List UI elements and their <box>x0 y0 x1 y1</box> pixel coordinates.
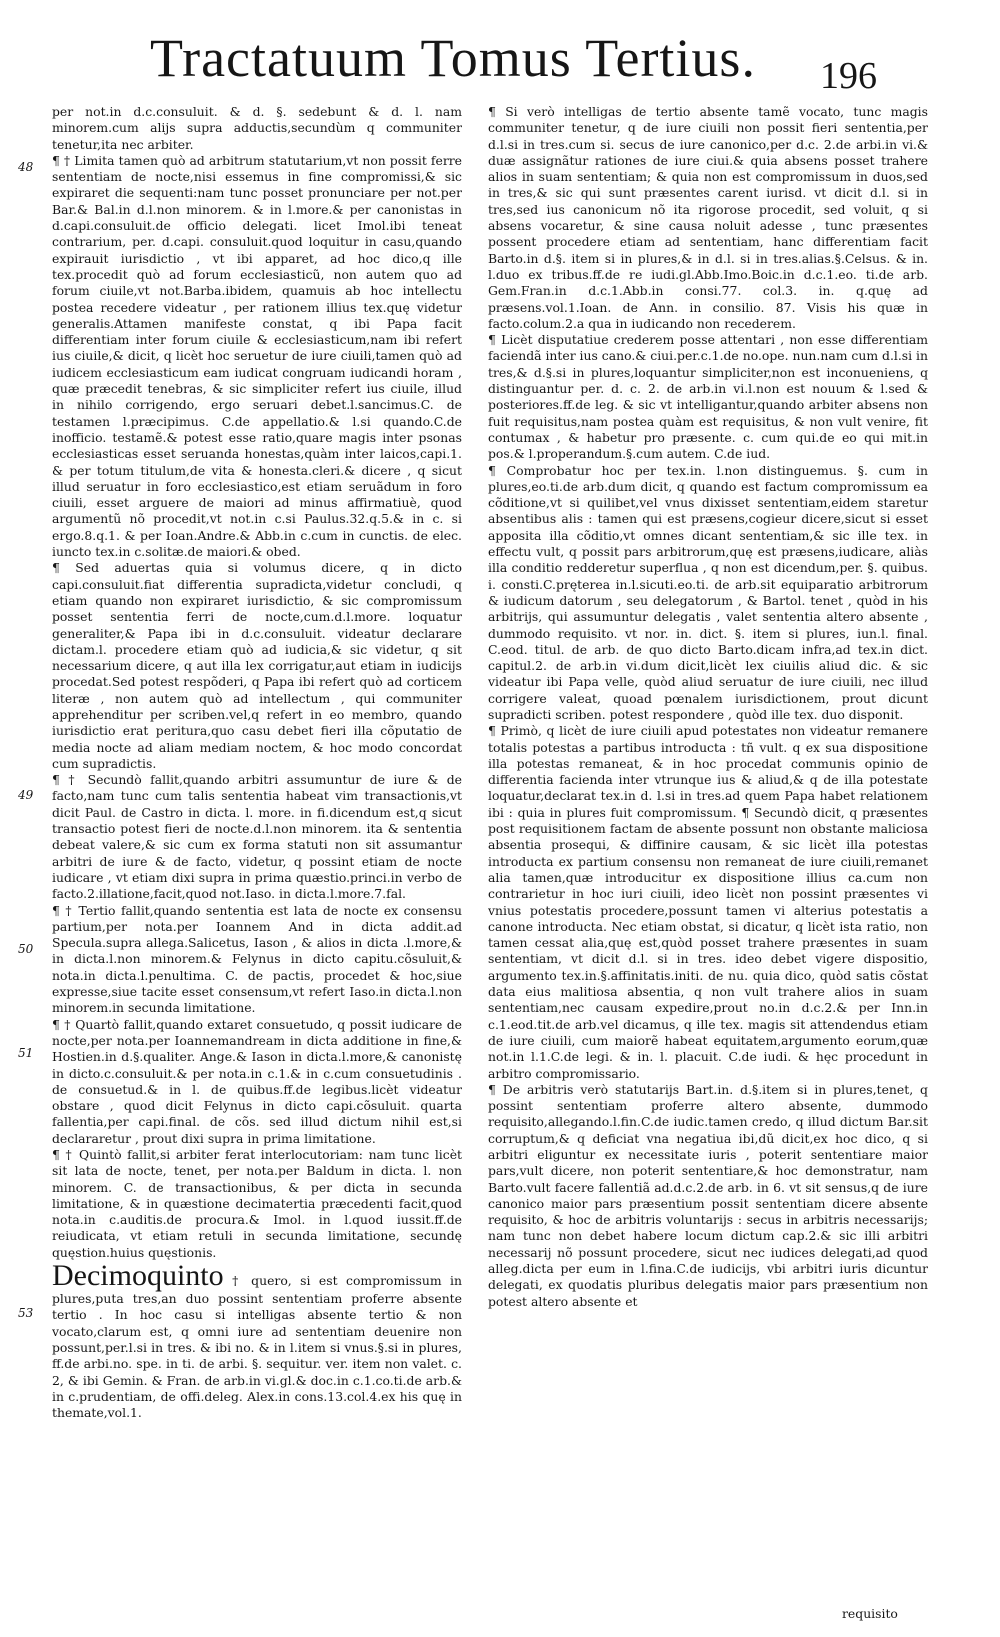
paragraph-text: † quero, si est compromissum in plures,puta tres,an duo possint sententiam proferre absente tertio . In hoc casu si intelligas absente tertio & non vocato,clarum est, q omni iure ad sententiam deuenire non possunt,per.l.si in tres. & ibi no. & in l.item si vnus.§.si in plures, ff.de arbi.no. spe. in ti. de arbi. §. sequitur. ver. item non valet. c. 2, & ibi Gemin. & Fran. de arb.in vi.gl.& doc.in c.1.co.ti.de arb.& in c.prudentiam, de offi.deleg. Alex.in cons.13.col.4.ex his quę in themate,vol.1. <box>52 1273 462 1421</box>
margin-number: 49 <box>18 788 34 802</box>
paragraph: ¶ Primò, q licèt de iure ciuili apud potestates non videatur remanere totalis potestas a partibus introducta : tñ vult. q ex sua dispositione illa potestas remaneat, & in hoc procedat communis opinio de differentia facienda inter vtrunque ius & aliud,& q de illa potestate loquatur,declarat tex.in d. l.si in tres.ad quem Papa habet relationem ibi : quia in plures fuit compromissum. ¶ Secundò dicit, q præsentes post requisitionem factam de absente possunt non obstante maliciosa absentia prosequi, & diffinire causam, & sic licèt illa potestas introducta ex partium consensu non remaneat de iure ciuili,remanet alia tamen,quæ introducitur ex dispositione illius ca.cum non contrarietur in hoc iuri ciuili, ideo licèt non possint præsentes vi vnius potestatis procedere,possunt tamen vi alterius potestatis a canone introducta. Nec etiam obstat, si dicatur, q licèt ista ratio, non tamen cessat alia,quę est,quòd posset trahere præsentes in suam sententiam, vt dicit d.l. si in tres. ideo debet vigere dispositio, argumento tex.in.§.affinitatis.initi. de nu. quia dico, quòd satis cõstat data eius malitiosa absentia, q non vult trahere alios in suam sententiam,nec causam expedire,prout no.in d.c.2.& per Inn.in c.1.eod.tit.de arb.vel dicamus, q ille tex. magis sit attendendus etiam de iure ciuili, cum maiorẽ habeat equitatem,argumento eorum,quæ not.in l.1.C.de legi. & in. l. placuit. C.de iudi. & hęc procedunt in arbitro compromissario. <box>488 723 928 1081</box>
paragraph: ¶ † Quartò fallit,quando extaret consuetudo, q possit iudicare de nocte,per nota.per Ioannemandream in dicta additione in fine,& Hostien.in d.§.qualiter. Ange.& Iason in dicta.l.more,& canonistę in dicto.c.consuluit.& per nota.in c.1.& in c.cum consuetudinis . de consuetud.& in l. de quibus.ff.de legibus.licèt videatur obstare , quod dicit Felynus in dicto capi.cõsuluit. quarta fallentia,per capi.final. de cõs. sed illud dictum nihil est,si declararetur , prout dixi supra in prima limitatione. <box>52 1016 462 1146</box>
margin-number: 53 <box>18 1306 34 1320</box>
paragraph: per not.in d.c.consuluit. & d. §. sedebunt & d. l. nam minorem.cum alijs supra adductis,secundùm q communiter tenetur,ita nec arbiter. <box>52 104 462 152</box>
folio-number: 196 <box>820 55 877 97</box>
margin-number: 48 <box>18 160 34 174</box>
paragraph: ¶ † Quintò fallit,si arbiter ferat interlocutoriam: nam tunc licèt sit lata de nocte, tenet, per nota.per Baldum in dicta. l. non minorem. C. de transactionibus, & per dicta in secunda limitatione, & in quæstione decimatertia præcedenti facit,quod nota.in c.auditis.de procura.& Imol. in l.quod iussit.ff.de reiudicata, vt etiam retuli in secunda limitatione, secundę quęstion.huius quęstionis. <box>52 1147 462 1260</box>
paragraph: ¶ † Limita tamen quò ad arbitrum statutarium,vt non possit ferre sententiam de nocte,nisi essemus in fine compromissi,& sic expiraret die sequenti:nam tunc posset pronunciare per not.per Bar.& Bal.in d.l.non minorem. & in l.more.& per canonistas in d.capi.consuluit.de officio delegati. licet Imol.ibi teneat contrarium, per. d.capi. consuluit.quod loquitur in casu,quando expirauit iurisdictio , vt ibi apparet, ad hoc dico,q ille tex.procedit quò ad forum ecclesiasticũ, non autem quo ad forum ciuile,vt not.Barba.ibidem, quamuis ab hoc intellectu postea recedere videatur , per rationem illius tex.quę videtur generalis.Attamen manifeste constat, q ibi Papa facit differentiam inter forum ciuile & ecclesiasticum,nam ibi refert ius ciuile,& dicit, q licèt hoc seruetur de iure ciuili,tamen quò ad iudicem ecclesiasticum eam iudicat congruam iudicandi horam , quæ præcedit tenebras, & sic simpliciter refert ius ciuile, illud in nihilo corrigendo, ergo seruari debet.l.sancimus.C. de testamen l.præcipimus. C.de appellatio.& l.si quando.C.de inofficio. testamẽ.& potest esse ratio,quare magis inter psonas ecclesiasticas esset seruanda honestas,quàm inter laicos,capi.1. & per totum titulum,de vita & honesta.cleri.& dicere , q sicut illud seruatur in foro ecclesiastico,est etiam seruãdum in foro ciuili, esset arguere de maiori ad minus affirmatiuè, quod argumentũ nõ procedit,vt not.in c.si Paulus.32.q.5.& in c. si ergo.8.q.1. & per Ioan.Andre.& Abb.in c.cum in cunctis. de elec. iuncto tex.in c.solitæ.de maiori.& obed. <box>52 152 462 560</box>
paragraph: ¶ Si verò intelligas de tertio absente tamẽ vocato, tunc magis communiter tenetur, q de iure ciuili non possit fieri sententia,per d.l.si in tres.cum si. secus de iure canonico,per d.c. 2.de arbi.in vi.& duæ assignãtur rationes de iure ciui.& quia absens posset trahere alios in suam sententiam; & quia non est compromissum in duos,sed in tres,& sic qui sunt præsentes carent iurisd. vt dicit d.l. si in tres,sed ius canonicum nõ ita rigorose procedit, sed voluit, q si absens vocaretur, & sine causa noluit adesse , tunc præsentes possent procedere etiam ad sententiam, hanc differentiam facit Barto.in d.§. item si in plures,& in d.l. si in tres.alias.§.Celsus. & in. l.duo ex tribus.ff.de re iudi.gl.Abb.Imo.Boic.in d.c.1.eo. ti.de arb. Gem.Fran.in d.c.1.Abb.in consi.77. col.3. in. q.quę ad præsens.vol.1.Ioan. de Ann. in consilio. 87. Visis his quæ in facto.colum.2.a qua in iudicando non recederem. <box>488 104 928 331</box>
paragraph: ¶ Comprobatur hoc per tex.in. l.non distinguemus. §. cum in plures,eo.ti.de arb.dum dicit, q quando est factum compromissum ea cõditione,vt si quilibet,vel vnus dixisset sententiam,eidem staretur absentibus alis : tamen qui est præsens,cogieur dicere,sicut si esset apposita illa cõditio,vt omnes dicant sententiam,& sic ille tex. in effectu vult, q possit pars arbitrorum,quę est præsens,iudicare, aliàs illa conditio redderetur superflua , q non est dicendum,per. §. quibus. i. consti.C.pręterea in.l.sicuti.eo.ti. de arb.sit equiparatio arbitrorum & iudicum datorum , seu delegatorum , & Bartol. tenet , quòd in his arbitrijs, qui assumuntur delegatis , valet sententia altero absente , dummodo requisito. vt nor. in. dict. §. item si plures, iun.l. final. C.eod. titul. de arb. de quo dicto Barto.dicam infra,ad tex.in dict. capitul.2. de arb.in vi.dum dicit,licèt lex ciuilis aliud dic. & sic videatur ibi Papa velle, quòd aliud seruatur de iure ciuili, nec illud corrigere valeat, quoad pœnalem iurisdictionem, prout dicunt supradicti scriben. potest respondere , quòd ille tex. duo disponit. <box>488 462 928 722</box>
margin-number: 50 <box>18 942 34 956</box>
paragraph: ¶ De arbitris verò statutarijs Bart.in. d.§.item si in plures,tenet, q possint sententiam proferre altero absente, dummodo requisito,allegando.l.fin.C.de iudic.tamen credo, q illud dictum Bar.sit corruptum,& q deficiat vna negatiua ibi,dũ dicit,ex hoc dico, q si arbitri eliguntur ex necessitate iuris , poterit sententiare maior pars,vult dicere, non poterit sententiare,& hoc demonstratur, nam Barto.vult facere fallentiã ad.d.c.2.de arb. in 6. vt sit sensus,q de iure canonico maior pars præsentium possit sententiam dicere absente requisito, & hoc de arbitris voluntarijs : secus in arbitris necessarijs; nam tunc non debet habere locum dictum cap.2.& sic illi arbitri necessarij nõ possunt procedere, sicut nec iudices delegati,ad quod alleg.dicta per eum in l.fina.C.de iudicijs, vbi arbitri iuris dicuntur delegati, ex quodatis pluribus delegatis maior pars præsentium non potest altero absente et <box>488 1081 928 1309</box>
paragraph: ¶ † Tertio fallit,quando sententia est lata de nocte ex consensu partium,per nota.per Ioannem And in dicta addit.ad Specula.supra allega.Salicetus, Iason , & alios in dicta .l.more,& in dicta.l.non minorem.& Felynus in dicto capitu.cõsuluit,& nota.in dicta.l.penultima. C. de pactis, procedet & hoc,siue expresse,siue tacite esset consensum,vt refert Iaso.in dicta.l.non minorem.in secunda limitatione. <box>52 902 462 1016</box>
paragraph: ¶ Licèt disputatiue crederem posse attentari , non esse differentiam faciendã inter ius cano.& ciui.per.c.1.de no.ope. nun.nam cum d.l.si in tres,& d.§.si in plures,loquantur simpliciter,non est inconueniens, q distinguantur per. d. c. 2. de arb.in vi.l.non est nouum & l.sed & posteriores.ff.de leg. & sic vt intelligantur,quando arbiter absens non fuit requisitus,nam postea quàm est requisitus, & non vult venire, fit contumax , & habetur pro præsente. c. cum qui.de eo qui mit.in pos.& l.properandum.§.cum autem. C.de iud. <box>488 332 928 462</box>
right-column <box>488 104 928 1624</box>
left-column <box>52 104 462 1624</box>
catchword: requisito <box>842 1606 898 1621</box>
running-title: Tractatuum Tomus Tertius. <box>150 28 756 88</box>
margin-number: 51 <box>18 1046 34 1060</box>
paragraph: ¶ Sed aduertas quia si volumus dicere, q in dicto capi.consuluit.fiat differentia supradicta,videtur concludi, q etiam quando non expiraret iurisdictio, & sic compromissum posset sententia ferri de nocte,cum.d.l.more. loquatur generaliter,& Papa ibi in d.c.consuluit. videatur declarare dictam.l. procedere etiam quò ad iudicia,& sic videtur, q sit necessarium dicere, q aut illa lex corrigatur,aut etiam in iudicijs procedat.Sed potest respõderi, q Papa ibi refert quò ad corticem literæ , non autem quò ad intellectum , qui communiter apprehenditur per scriben.vel,q refert in eo membro, quando iurisdictio erat peritura,quo casu debet fieri illa cõputatio de media nocte ad aliam mediam noctem, & hoc modo concordat cum supradictis. <box>52 560 462 771</box>
section-paragraph <box>52 1261 462 1421</box>
paragraph: ¶ † Secundò fallit,quando arbitri assumuntur de iure & de facto,nam tunc cum talis sententia habeat vim transactionis,vt dicit Paul. de Castro in dicta. l. more. in fi.dicendum est,q sicut transactio potest fieri de nocte.d.l.non minorem. ita & sententia debeat valere,& sic cum ex forma statuti non sit assumantur arbitri de iure & de facto, videtur, q possint etiam de nocte iudicare , vt etiam dixi supra in prima quæstio.princi.in verbo de facto.2.illatione,facit,quod not.Iaso. in dicta.l.more.7.fal. <box>52 772 462 902</box>
section-heading: Decimoquinto <box>52 1259 224 1293</box>
